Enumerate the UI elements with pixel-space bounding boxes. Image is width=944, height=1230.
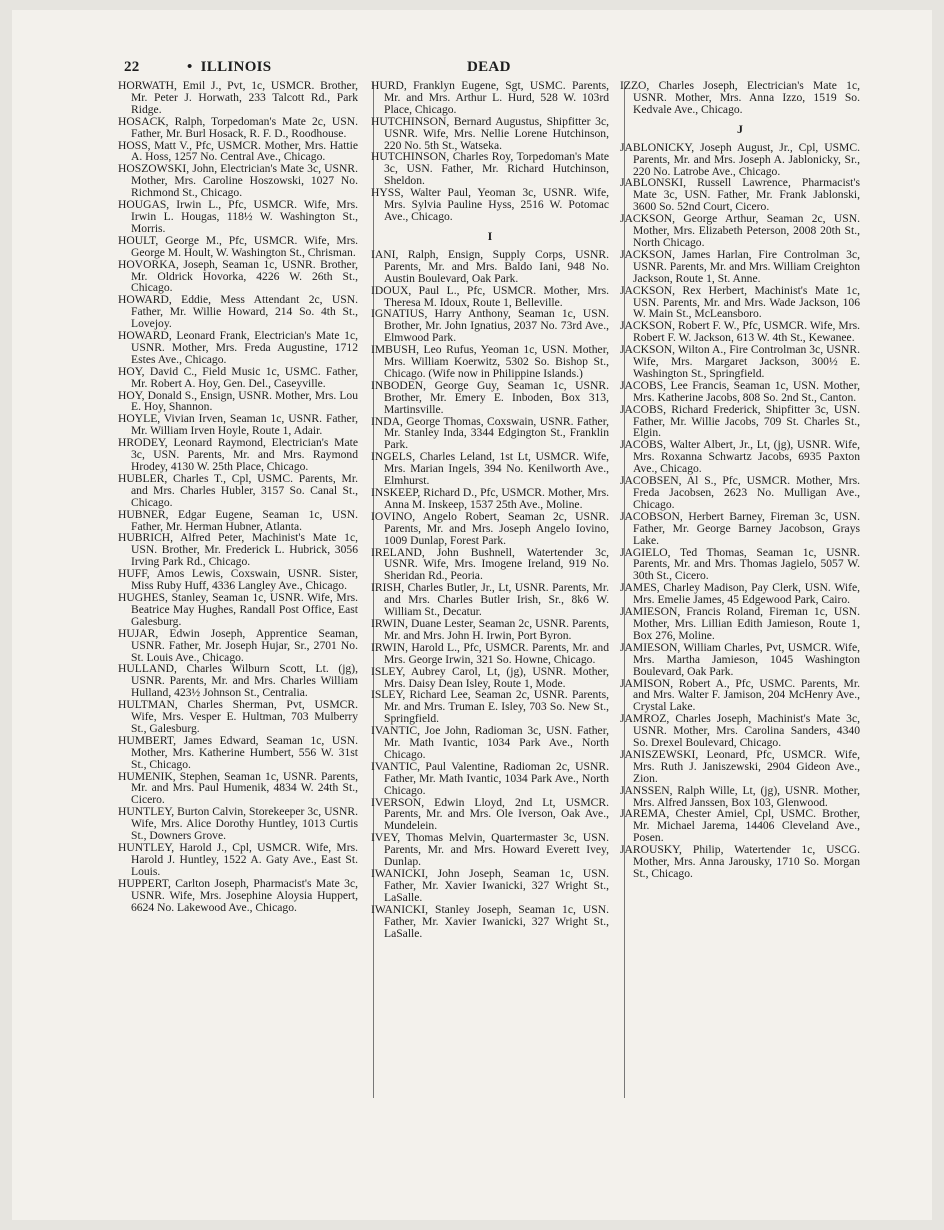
casualty-entry: JACKSON, George Arthur, Seaman 2c, USN. Mother, Mrs. Elizabeth Peterson, 2008 20th St., North Chicago. xyxy=(620,212,860,249)
casualty-entry: HOSACK, Ralph, Torpedoman's Mate 2c, USN. Father, Mr. Burl Hosack, R. F. D., Roodhouse. xyxy=(118,114,358,140)
casualty-entry: JACOBS, Richard Frederick, Shipfitter 3c, USN. Father, Mr. Willie Jacobs, 709 St. Charles St., Elgin. xyxy=(620,402,860,440)
casualty-entry: IRWIN, Duane Lester, Seaman 2c, USNR. Parents, Mr. and Mrs. John H. Irwin, Port Byron. xyxy=(371,616,609,642)
casualty-entry: IRELAND, John Bushnell, Watertender 3c, USNR. Wife, Mrs. Imogene Ireland, 919 No. Sheridan Rd., Peoria. xyxy=(371,545,609,583)
casualty-entry: INGELS, Charles Leland, 1st Lt, USMCR. Wife, Mrs. Marian Ingels, 394 No. Kenilworth Ave., Elmhurst. xyxy=(371,450,609,488)
casualty-entry: HULTMAN, Charles Sherman, Pvt, USMCR. Wife, Mrs. Vesper E. Hultman, 703 Mulberry St., Galesburg. xyxy=(118,698,358,735)
page xyxy=(12,10,932,1220)
casualty-entry: INSKEEP, Richard D., Pfc, USMCR. Mother, Mrs. Anna M. Inskeep, 1537 25th Ave., Moline. xyxy=(371,486,609,511)
casualty-entry: JACOBSON, Herbert Barney, Fireman 3c, USN. Father, Mr. George Barney Jacobson, Grays Lake. xyxy=(620,509,860,547)
casualty-entry: ISLEY, Aubrey Carol, Lt, (jg), USNR. Mother, Mrs. Daisy Dean Isley, Route 1, Mode. xyxy=(371,664,609,690)
casualty-entry: JAMIESON, Francis Roland, Fireman 1c, USN. Mother, Mrs. Lillian Edith Jamieson, Route 1, Box 276, Moline. xyxy=(620,605,860,642)
casualty-entry: HORWATH, Emil J., Pvt, 1c, USMCR. Brother, Mr. Peter J. Horwath, 233 Talcott Rd., Park Ridge. xyxy=(118,79,358,116)
page-number: 22 xyxy=(124,59,140,75)
casualty-entry: HOUGAS, Irwin L., Pfc, USMCR. Wife, Mrs. Irwin L. Hougas, 118½ W. Washington St., Morris. xyxy=(118,198,358,235)
casualty-entry: HOY, Donald S., Ensign, USNR. Mother, Mrs. Lou E. Hoy, Shannon. xyxy=(118,388,358,414)
column-3 xyxy=(620,80,860,880)
casualty-entry: IMBUSH, Leo Rufus, Yeoman 1c, USN. Mother, Mrs. William Koerwitz, 5302 So. Bishop St., Chicago. (Wife now in Philippine Islands.) xyxy=(371,343,609,380)
column-1 xyxy=(118,80,358,913)
casualty-entry: IWANICKI, John Joseph, Seaman 1c, USN. Father, Mr. Xavier Iwanicki, 327 Wright St., LaSalle. xyxy=(371,867,609,904)
casualty-entry: HUGHES, Stanley, Seaman 1c, USNR. Wife, Mrs. Beatrice May Hughes, Randall Post Office, East Galesburg. xyxy=(118,590,358,628)
casualty-entry: JACKSON, James Harlan, Fire Controlman 3c, USNR. Parents, Mr. and Mrs. William Creighton Jackson, Route 1, St. Anne. xyxy=(620,247,860,285)
casualty-entry: HOULT, George M., Pfc, USMCR. Wife, Mrs. George M. Hoult, W. Washington St., Chrisman. xyxy=(118,233,358,259)
casualty-entry: JABLONICKY, Joseph August, Jr., Cpl, USMC. Parents, Mr. and Mrs. Joseph A. Jablonicky, Sr., 220 No. Latrobe Ave., Chicago. xyxy=(620,140,860,178)
casualty-entry: IRWIN, Harold L., Pfc, USMCR. Parents, Mr. and Mrs. George Irwin, 321 So. Howne, Chicago. xyxy=(371,640,609,666)
casualty-entry: INDA, George Thomas, Coxswain, USNR. Father, Mr. Stanley Inda, 3344 Edgington St., Franklin Park. xyxy=(371,414,609,452)
casualty-entry: HUMENIK, Stephen, Seaman 1c, USNR. Parents, Mr. and Mrs. Paul Humenik, 4834 W. 24th St., Cicero. xyxy=(118,769,358,807)
casualty-entry: JABLONSKI, Russell Lawrence, Pharmacist's Mate 3c, USN. Father, Mr. Frank Jablonski, 3600 So. 52nd Court, Cicero. xyxy=(620,176,860,214)
casualty-entry: JANISZEWSKI, Leonard, Pfc, USMCR. Wife, Mrs. Ruth J. Janiszewski, 2904 Gideon Ave., Zion. xyxy=(620,747,860,785)
casualty-entry: IWANICKI, Stanley Joseph, Seaman 1c, USN. Father, Mr. Xavier Iwanicki, 327 Wright St., LaSalle. xyxy=(371,902,609,940)
casualty-entry: IDOUX, Paul L., Pfc, USMCR. Mother, Mrs. Theresa M. Idoux, Route 1, Belleville. xyxy=(371,283,609,309)
casualty-entry: HRODEY, Leonard Raymond, Electrician's Mate 3c, USN. Parents, Mr. and Mrs. Raymond Hrodey, 4130 W. 25th Place, Chicago. xyxy=(118,436,358,473)
casualty-entry: IVEY, Thomas Melvin, Quartermaster 3c, USN. Parents, Mr. and Mrs. Howard Everett Ivey, Dunlap. xyxy=(371,831,609,869)
header-bullet: • xyxy=(187,59,193,75)
casualty-entry: HOSZOWSKI, John, Electrician's Mate 3c, USNR. Mother, Mrs. Caroline Hoszowski, 1027 No. Richmond St., Chicago. xyxy=(118,162,358,200)
casualty-entry: HURD, Franklyn Eugene, Sgt, USMC. Parents, Mr. and Mrs. Arthur L. Hurd, 528 W. 103rd Place, Chicago. xyxy=(371,79,609,116)
casualty-entry: JACOBSEN, Al S., Pfc, USMCR. Mother, Mrs. Freda Jacobsen, 2623 No. Mulligan Ave., Chicago. xyxy=(620,474,860,511)
casualty-entry: JACKSON, Robert F. W., Pfc, USMCR. Wife, Mrs. Robert F. W. Jackson, 613 W. 4th St., Kewanee. xyxy=(620,319,860,345)
casualty-entry: ISLEY, Richard Lee, Seaman 2c, USNR. Parents, Mr. and Mrs. Truman E. Isley, 703 So. New St., Springfield. xyxy=(371,688,609,726)
section-letter: I xyxy=(487,228,493,243)
casualty-entry: INBODEN, George Guy, Seaman 1c, USNR. Brother, Mr. Emery E. Inboden, Box 313, Martinsville. xyxy=(371,378,609,416)
casualty-entry: HUFF, Amos Lewis, Coxswain, USNR. Sister, Miss Ruby Huff, 4336 Langley Ave., Chicago. xyxy=(118,567,358,593)
state-name xyxy=(187,59,271,76)
casualty-entry: JAMROZ, Charles Joseph, Machinist's Mate 3c, USNR. Mother, Mrs. Carolina Sanders, 4340 So. Drexel Boulevard, Chicago. xyxy=(620,712,860,750)
casualty-entry: HUBRICH, Alfred Peter, Machinist's Mate 1c, USN. Brother, Mr. Frederick L. Hubrick, 3056 Irving Park Rd., Chicago. xyxy=(118,531,358,569)
casualty-entry: HUTCHINSON, Charles Roy, Torpedoman's Mate 3c, USN. Father, Mr. Richard Hutchinson, Sheldon. xyxy=(371,150,609,188)
casualty-entry: HUNTLEY, Harold J., Cpl, USMCR. Wife, Mrs. Harold J. Huntley, 1522 A. Gaty Ave., East St. Louis. xyxy=(118,841,358,878)
casualty-entry: HYSS, Walter Paul, Yeoman 3c, USNR. Wife, Mrs. Sylvia Pauline Hyss, 2516 W. Potomac Ave., Chicago. xyxy=(371,186,609,223)
casualty-entry: IANI, Ralph, Ensign, Supply Corps, USNR. Parents, Mr. and Mrs. Baldo Iani, 948 No. Austin Boulevard, Oak Park. xyxy=(371,247,609,285)
casualty-entry: IZZO, Charles Joseph, Electrician's Mate 1c, USNR. Mother, Mrs. Anna Izzo, 1519 So. Kedvale Ave., Chicago. xyxy=(620,79,860,116)
page-title: DEAD xyxy=(467,59,511,75)
casualty-entry: JAGIELO, Ted Thomas, Seaman 1c, USNR. Parents, Mr. and Mrs. Thomas Jagielo, 5057 W. 30th St., Cicero. xyxy=(620,545,860,583)
casualty-entry: HULLAND, Charles Wilburn Scott, Lt. (jg), USNR. Parents, Mr. and Mrs. Charles William Hulland, 423½ Johnson St., Centralia. xyxy=(118,662,358,700)
column-2 xyxy=(371,80,609,939)
casualty-entry: IGNATIUS, Harry Anthony, Seaman 1c, USN. Brother, Mr. John Ignatius, 2037 No. 73rd Ave., Elmwood Park. xyxy=(371,307,609,345)
casualty-entry: IVANTIC, Joe John, Radioman 3c, USN. Father, Mr. Math Ivantic, 1034 Park Ave., North Chicago. xyxy=(371,724,609,761)
page-header xyxy=(124,59,864,81)
casualty-entry: HUMBERT, James Edward, Seaman 1c, USN. Mother, Mrs. Katherine Humbert, 556 W. 31st St., Chicago. xyxy=(118,733,358,771)
section-letter: J xyxy=(737,121,743,136)
casualty-entry: IVERSON, Edwin Lloyd, 2nd Lt, USMCR. Parents, Mr. and Mrs. Ole Iverson, Oak Ave., Mundelein. xyxy=(371,795,609,833)
casualty-entry: HUBLER, Charles T., Cpl, USMC. Parents, Mr. and Mrs. Charles Hubler, 3157 So. Canal St., Chicago. xyxy=(118,471,358,509)
casualty-entry: JACKSON, Rex Herbert, Machinist's Mate 1c, USN. Parents, Mr. and Mrs. Wade Jackson, 106 W. Main St., McLeansboro. xyxy=(620,283,860,321)
casualty-entry: JACOBS, Lee Francis, Seaman 1c, USN. Mother, Mrs. Katherine Jacobs, 808 So. 2nd St., Canton. xyxy=(620,378,860,404)
casualty-entry: IOVINO, Angelo Robert, Seaman 2c, USNR. Parents, Mr. and Mrs. Joseph Angelo Iovino, 1009 Dunlap, Forest Park. xyxy=(371,509,609,547)
casualty-entry: JAMES, Charley Madison, Pay Clerk, USN. Wife, Mrs. Emelie James, 45 Edgewood Park, Cairo. xyxy=(620,581,860,607)
casualty-entry: HOSS, Matt V., Pfc, USMCR. Mother, Mrs. Hattie A. Hoss, 1257 No. Central Ave., Chicago. xyxy=(118,138,358,164)
casualty-entry: HUTCHINSON, Bernard Augustus, Shipfitter 3c, USNR. Wife, Mrs. Nellie Lorene Hutchinson, 220 No. 5th St., Watseka. xyxy=(371,114,609,152)
casualty-entry: JAMIESON, William Charles, Pvt, USMCR. Wife, Mrs. Martha Jamieson, 1045 Washington Boulevard, Oak Park. xyxy=(620,640,860,678)
casualty-entry: JANSSEN, Ralph Wille, Lt, (jg), USNR. Mother, Mrs. Alfred Janssen, Box 103, Glenwood. xyxy=(620,783,860,809)
casualty-entry: JAMISON, Robert A., Pfc, USMC. Parents, Mr. and Mrs. Walter F. Jamison, 204 McHenry Ave., Crystal Lake. xyxy=(620,676,860,714)
state-label: ILLINOIS xyxy=(200,59,272,75)
casualty-entry: JAREMA, Chester Amiel, Cpl, USMC. Brother, Mr. Michael Jarema, 14406 Cleveland Ave., Posen. xyxy=(620,807,860,845)
casualty-entry: HUNTLEY, Burton Calvin, Storekeeper 3c, USNR. Wife, Mrs. Alice Dorothy Huntley, 1013 Curtis St., Downers Grove. xyxy=(118,805,358,843)
casualty-entry: IVANTIC, Paul Valentine, Radioman 2c, USNR. Father, Mr. Math Ivantic, 1034 Park Ave., North Chicago. xyxy=(371,759,609,797)
casualty-entry: IRISH, Charles Butler, Jr., Lt, USNR. Parents, Mr. and Mrs. Charles Butler Irish, Sr., 8k6 W. William St., Decatur. xyxy=(371,581,609,619)
casualty-entry: HOYLE, Vivian Irven, Seaman 1c, USNR. Father, Mr. William Irven Hoyle, Route 1, Adair. xyxy=(118,412,358,438)
casualty-entry: JACOBS, Walter Albert, Jr., Lt, (jg), USNR. Wife, Mrs. Roxanna Schwartz Jacobs, 6935 Paxton Ave., Chicago. xyxy=(620,438,860,476)
casualty-entry: HUJAR, Edwin Joseph, Apprentice Seaman, USNR. Father, Mr. Joseph Hujar, Sr., 2701 No. St. Louis Ave., Chicago. xyxy=(118,626,358,664)
casualty-entry: JAROUSKY, Philip, Watertender 1c, USCG. Mother, Mrs. Anna Jarousky, 1710 So. Morgan St., Chicago. xyxy=(620,843,860,880)
casualty-entry: HUBNER, Edgar Eugene, Seaman 1c, USN. Father, Mr. Herman Hubner, Atlanta. xyxy=(118,507,358,533)
casualty-entry: JACKSON, Wilton A., Fire Controlman 3c, USNR. Wife, Mrs. Margaret Jackson, 300½ E. Washington St., Springfield. xyxy=(620,343,860,380)
casualty-entry: HOWARD, Eddie, Mess Attendant 2c, USN. Father, Mr. Willie Howard, 214 So. 4th St., Lovejoy. xyxy=(118,293,358,331)
casualty-entry: HUPPERT, Carlton Joseph, Pharmacist's Mate 3c, USNR. Wife, Mrs. Josephine Aloysia Huppert, 6624 No. Lakewood Ave., Chicago. xyxy=(118,876,358,914)
casualty-entry: HOWARD, Leonard Frank, Electrician's Mate 1c, USNR. Mother, Mrs. Freda Augustine, 1712 Estes Ave., Chicago. xyxy=(118,329,358,366)
casualty-entry: HOVORKA, Joseph, Seaman 1c, USNR. Brother, Mr. Oldrick Hovorka, 4226 W. 26th St., Chicago. xyxy=(118,257,358,295)
casualty-entry: HOY, David C., Field Music 1c, USMC. Father, Mr. Robert A. Hoy, Gen. Del., Caseyville. xyxy=(118,364,358,390)
